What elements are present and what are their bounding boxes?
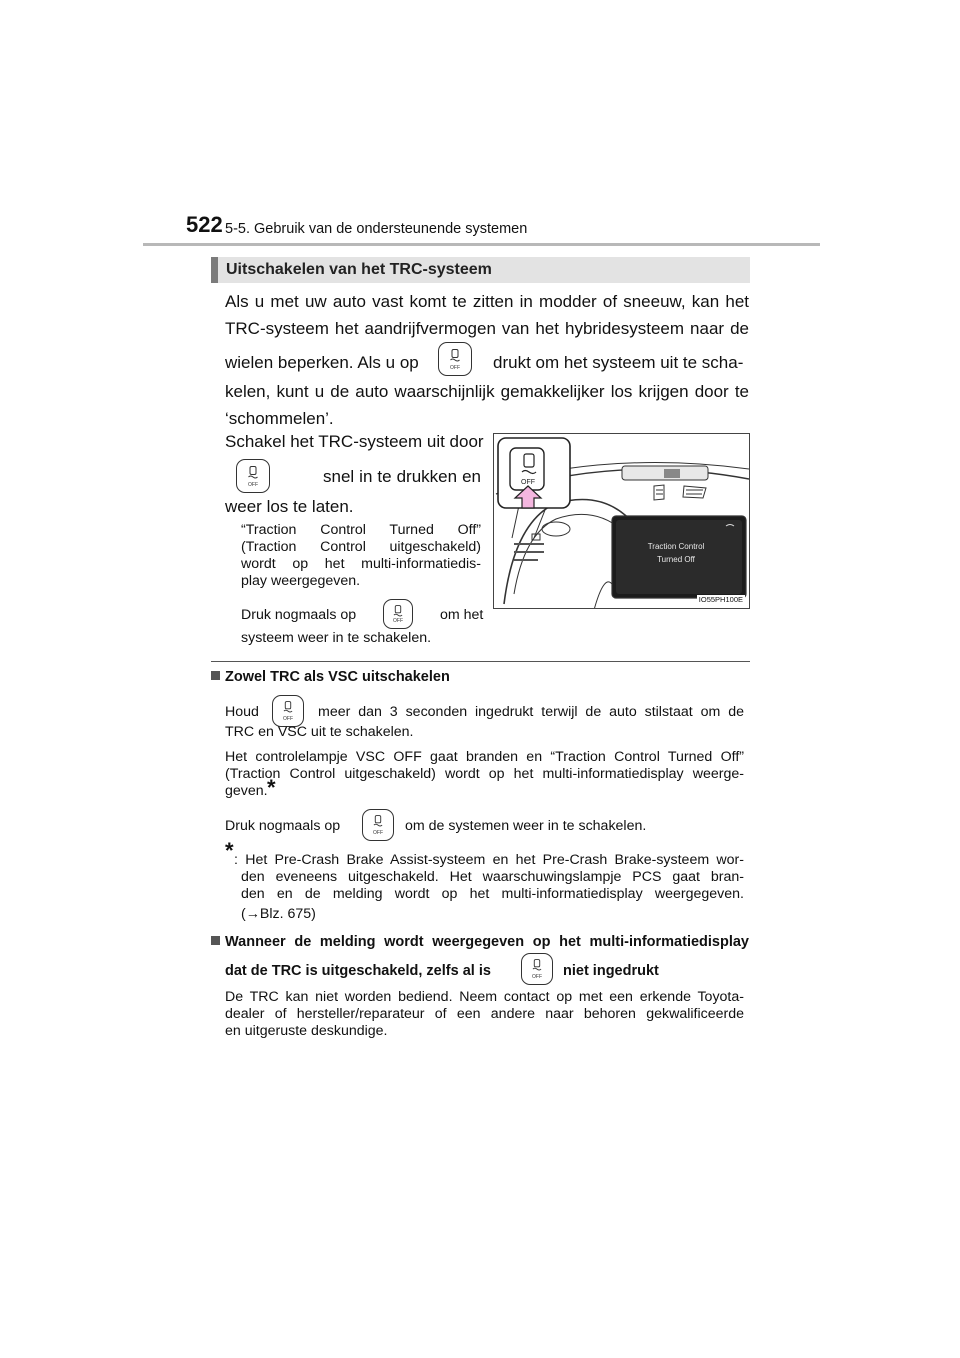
dashboard-drawing — [494, 434, 750, 609]
note-line-6: systeem weer in te schakelen. — [241, 630, 432, 646]
trc-off-button-step — [236, 459, 270, 493]
footnote-marker: * — [267, 775, 276, 800]
trc-off-button-inline — [438, 342, 472, 376]
note-line-4: play weergegeven. — [241, 573, 361, 589]
intro-line-2: TRC-systeem het aandrijfvermogen van het hybridesysteem naar de — [225, 319, 749, 338]
note-line-5a: Druk nogmaals op — [241, 607, 357, 623]
sub1-p2b: (Traction Control uitgeschakeld) wordt op het multi-informatiedisplay weerge- — [225, 766, 744, 782]
button-off-label: OFF — [532, 974, 542, 980]
intro-line-3b: drukt om het systeem uit te scha- — [493, 353, 744, 372]
header-rule — [143, 243, 820, 246]
vsc-off-icon — [393, 605, 403, 617]
section-divider — [211, 661, 750, 662]
note-line-3: wordt op het multi-informatiedis- — [241, 556, 481, 572]
trc-off-button-sub2 — [521, 953, 553, 985]
trc-off-button-sub1 — [272, 695, 304, 727]
sub1-p2c: geven. — [225, 783, 268, 799]
button-off-label: OFF — [393, 618, 403, 624]
step-line-3: weer los te laten. — [225, 497, 354, 516]
trc-off-button-sub1b — [362, 809, 394, 841]
note-line-2: (Traction Control uitgeschakeld) — [241, 539, 481, 555]
running-head: 5-5. Gebruik van de ondersteunende systemen — [225, 221, 528, 237]
page-number: 522 — [186, 212, 223, 237]
button-off-label: OFF — [283, 716, 293, 722]
note-line-5b: om het — [440, 607, 484, 623]
bullet-square-icon — [211, 936, 220, 945]
callout-off-label: OFF — [521, 479, 535, 486]
sub1-heading-row — [211, 669, 450, 685]
sub1-p1c: TRC en VSC uit te schakelen. — [225, 724, 414, 740]
bullet-square-icon — [211, 671, 220, 680]
sub1-p1a: Houd — [225, 704, 259, 720]
note-line-1: “Traction Control Turned Off” — [241, 522, 481, 538]
trc-off-button-note — [383, 599, 413, 629]
sub1-p1b: meer dan 3 seconden ingedrukt terwijl de auto stilstaat om de — [318, 704, 744, 720]
sub2-heading-line-2b: niet ingedrukt — [563, 963, 659, 979]
section-title: Uitschakelen van het TRC-systeem — [226, 261, 492, 278]
sub2-heading-1: Wanneer de melding wordt weergegeven op het multi-informatiedisplay — [225, 934, 749, 950]
screen-line-1: Traction Control — [647, 542, 705, 551]
sub2-p3: en uitgeruste deskundige. — [225, 1023, 388, 1039]
section-accent — [211, 257, 218, 283]
footnote-line-1: : Het Pre-Crash Brake Assist-systeem en het Pre-Crash Brake-systeem wor- — [234, 852, 744, 868]
vsc-off-icon — [283, 701, 293, 713]
sub1-heading: Zowel TRC als VSC uitschakelen — [225, 669, 450, 685]
sub2-p1: De TRC kan niet worden bediend. Neem contact op met een erkende Toyota- — [225, 989, 744, 1005]
button-off-label: OFF — [373, 830, 383, 836]
footnote-line-2: den eveneens uitgeschakeld. Het waarschuwingslampje PCS gaat bran- — [241, 869, 744, 885]
sub2-heading-line-1 — [211, 934, 749, 950]
vsc-off-icon — [450, 349, 461, 362]
sub2-p2: dealer of hersteller/reparateur of een andere naar behoren gekwalificeerde — [225, 1006, 744, 1022]
sub1-p2a: Het controlelampje VSC OFF gaat branden en “Traction Control Turned Off” — [225, 749, 744, 765]
sub2-heading-line-2a: dat de TRC is uitgeschakeld, zelfs al is — [225, 963, 491, 979]
button-off-label: OFF — [450, 365, 460, 371]
intro-line-4: kelen, kunt u de auto waarschijnlijk gemakkelijker los krijgen door te — [225, 382, 749, 401]
step-line-2: snel in te drukken en — [323, 467, 481, 486]
footnote-line-4: (→Blz. 675) — [241, 906, 316, 922]
sub1-p3b: om de systemen weer in te schakelen. — [405, 818, 647, 834]
button-off-label: OFF — [248, 482, 258, 488]
step-line-1: Schakel het TRC-systeem uit door — [225, 432, 484, 451]
intro-line-1: Als u met uw auto vast komt te zitten in modder of sneeuw, kan het — [225, 292, 749, 311]
screen-line-2: Turned Off — [657, 555, 695, 564]
figure-code: IO55PH100E — [698, 595, 743, 604]
vsc-off-icon — [373, 815, 383, 827]
vsc-off-icon — [248, 466, 259, 479]
sub1-p3a: Druk nogmaals op — [225, 818, 341, 834]
vsc-off-icon — [532, 959, 542, 971]
intro-line-3a: wielen beperken. Als u op — [225, 353, 419, 372]
section-title-bar — [211, 257, 750, 283]
footnote-line-3: den en de melding wordt op het multi-informatiedisplay weergegeven. — [241, 886, 744, 902]
dashboard-illustration — [493, 433, 750, 609]
intro-line-5: ‘schommelen’. — [225, 409, 334, 428]
footnote-star: * — [225, 838, 234, 863]
